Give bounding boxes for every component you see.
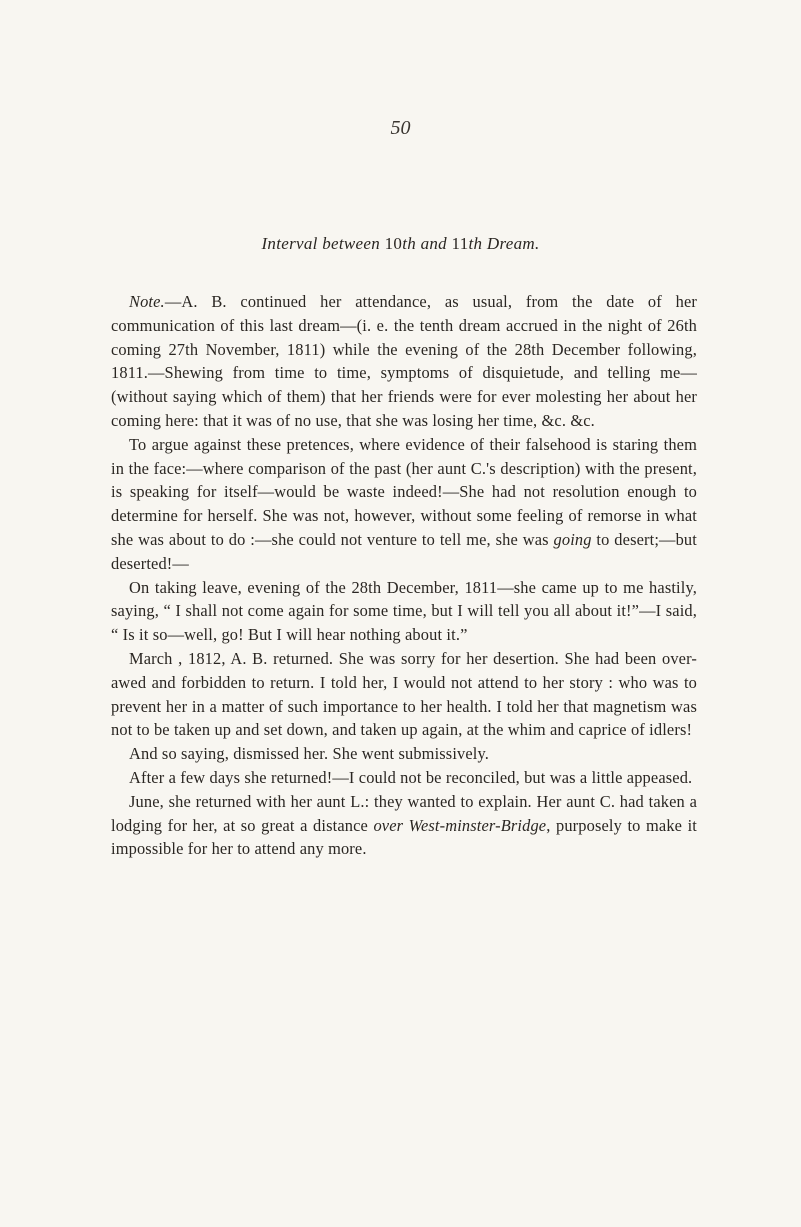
heading-prefix: Interval between xyxy=(261,234,385,253)
paragraph-text: After a few days she returned!—I could not be reconciled, but was a little appeased. xyxy=(129,767,693,787)
paragraph xyxy=(111,790,697,861)
heading-middle: and xyxy=(416,234,452,253)
emphasis-text: going xyxy=(553,529,592,549)
paragraph xyxy=(111,742,697,766)
page-number: 50 xyxy=(390,117,411,139)
heading-suffix: Dream. xyxy=(482,234,540,253)
note-lead: Note. xyxy=(129,292,165,311)
paragraph-text: To argue against these pretences, where evidence of their falsehood is staring them in the face:—where comparison of the past (her aunt C.'s description) with the present, is speaking for itself—would be waste indeed!—She had not resolution enough to determine for herself. She was not, however, without some feeling of remorse in what she was about to do :—she could not venture to tell me, she was xyxy=(111,434,697,549)
paragraph-text: , purposely to make it impossible for her to attend any more. xyxy=(111,815,697,859)
section-heading xyxy=(0,234,801,254)
paragraph-text: June, she returned with her aunt L.: they wanted to explain. Her aunt C. had taken a lodging for her, at so great a distance xyxy=(111,791,697,835)
paragraph xyxy=(111,766,697,790)
heading-second-suffix: th xyxy=(468,234,483,253)
paragraph xyxy=(111,576,697,647)
paragraph-note xyxy=(111,290,697,433)
paragraph xyxy=(111,433,697,576)
heading-first-number: 10 xyxy=(384,234,403,253)
paragraph-text: to desert;—but deserted!— xyxy=(111,529,697,573)
paragraph-text: And so saying, dismissed her. She went submissively. xyxy=(129,744,490,764)
heading-first-suffix: th xyxy=(402,234,417,253)
paragraph-text: March , 1812, A. B. returned. She was sorry for her desertion. She had been over-awed and forbidden to return. I told her, I would not attend to her story : who was to prevent her in a matter of such importance to her health. I told her that magnetism was not to be taken up and set down, and taken up again, at the whim and caprice of idlers! xyxy=(111,648,697,740)
emphasis-text: over West-minster-Bridge xyxy=(373,815,547,835)
body-text xyxy=(111,290,697,861)
paragraph-text: On taking leave, evening of the 28th December, 1811—she came up to me hastily, saying, “ I shall not come again for some time, but I will tell you all about it!”—I said, “ Is it so—well, go! But I will hear nothing about it.” xyxy=(111,577,697,645)
paragraph xyxy=(111,647,697,742)
paragraph-text: —A. B. continued her attendance, as usual, from the date of her communication of this last dream—(i. e. the tenth dream accrued in the night of 26th coming 27th November, 1811) while the evening of the 28th December following, 1811.—Shewing from time to time, symptoms of disquietude, and telling me—(without saying which of them) that her friends were for ever molesting her about her coming here: that it was of no use, that she was losing her time, &c. &c. xyxy=(111,292,697,430)
heading-second-number: 11 xyxy=(451,234,469,253)
